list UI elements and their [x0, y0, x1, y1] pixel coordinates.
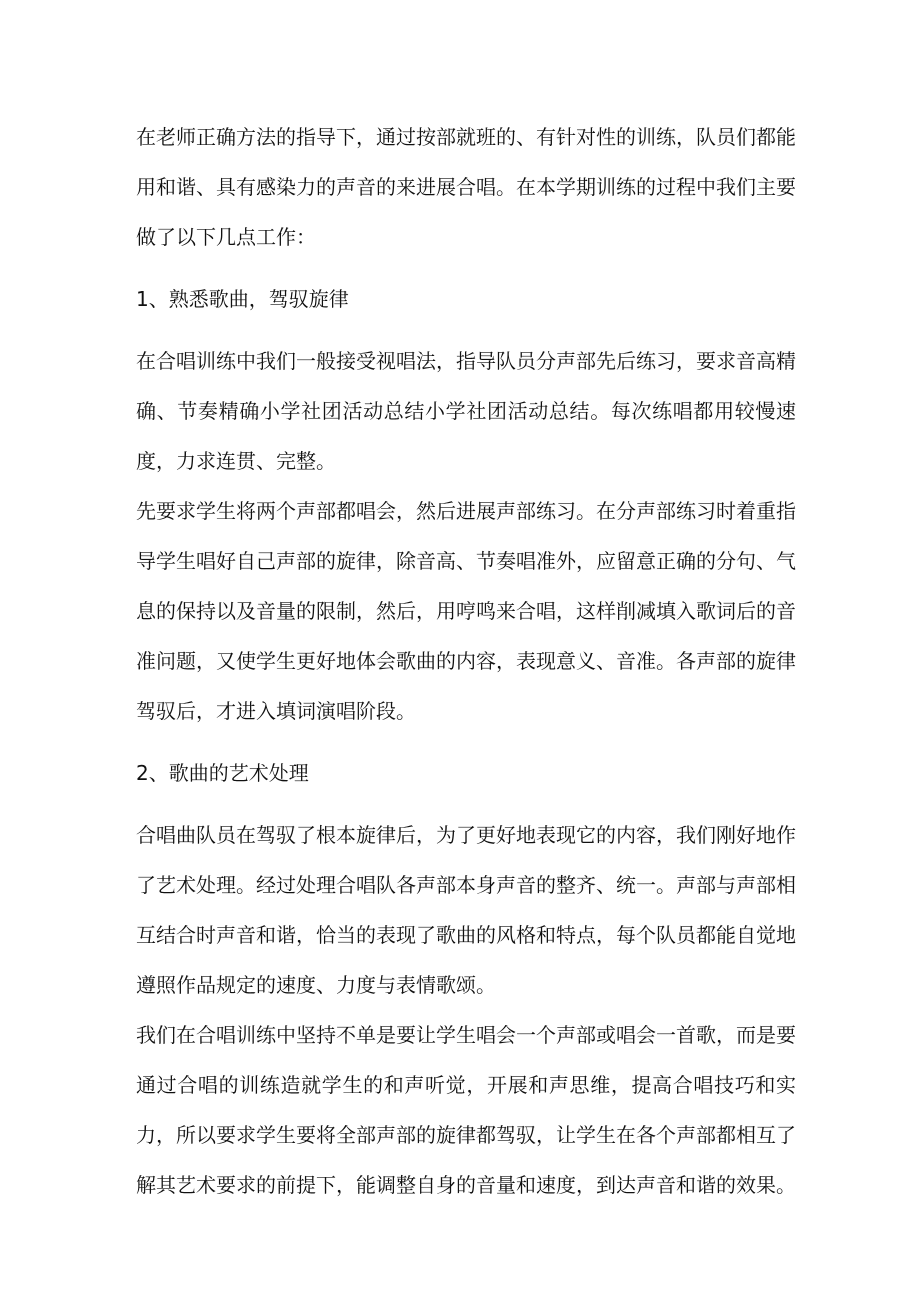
intro-paragraph: 在老师正确方法的指导下，通过按部就班的、有针对性的训练，队员们都能用和谐、具有感染力的声音的来进展合唱。在本学期训练的过程中我们主要做了以下几点工作：	[136, 125, 796, 249]
document-body	[136, 112, 796, 1210]
section-heading-1: 1、熟悉歌曲，驾驭旋律	[136, 287, 349, 311]
section2-paragraph-2: 我们在合唱训练中坚持不单是要让学生唱会一个声部或唱会一首歌，而是要通过合唱的训练造就学生的和声听觉，开展和声思维，提高合唱技巧和实力，所以要求学生要将全部声部的旋律都驾驭，让学生在各个声部都相互了解其艺术要求的前提下，能调整自身的音量和速度，到达声音和谐的效果。	[136, 1023, 796, 1197]
section1-paragraph-1: 在合唱训练中我们一般接受视唱法，指导队员分声部先后练习，要求音高精确、节奏精确小学社团活动总结小学社团活动总结。每次练唱都用较慢速度，力求连贯、完整。	[136, 349, 796, 473]
section2-paragraph-1: 合唱曲队员在驾驭了根本旋律后，为了更好地表现它的内容，我们刚好地作了艺术处理。经过处理合唱队各声部本身声音的整齐、统一。声部与声部相互结合时声音和谐，恰当的表现了歌曲的风格和特点，每个队员都能自觉地遵照作品规定的速度、力度与表情歌颂。	[136, 823, 796, 997]
section-heading-2: 2、歌曲的艺术处理	[136, 761, 309, 785]
section1-paragraph-2: 先要求学生将两个声部都唱会，然后进展声部练习。在分声部练习时着重指导学生唱好自己声部的旋律，除音高、节奏唱准外，应留意正确的分句、气息的保持以及音量的限制，然后，用哼鸣来合唱，这样削减填入歌词后的音准问题，又使学生更好地体会歌曲的内容，表现意义、音准。各声部的旋律驾驭后，才进入填词演唱阶段。	[136, 499, 796, 723]
